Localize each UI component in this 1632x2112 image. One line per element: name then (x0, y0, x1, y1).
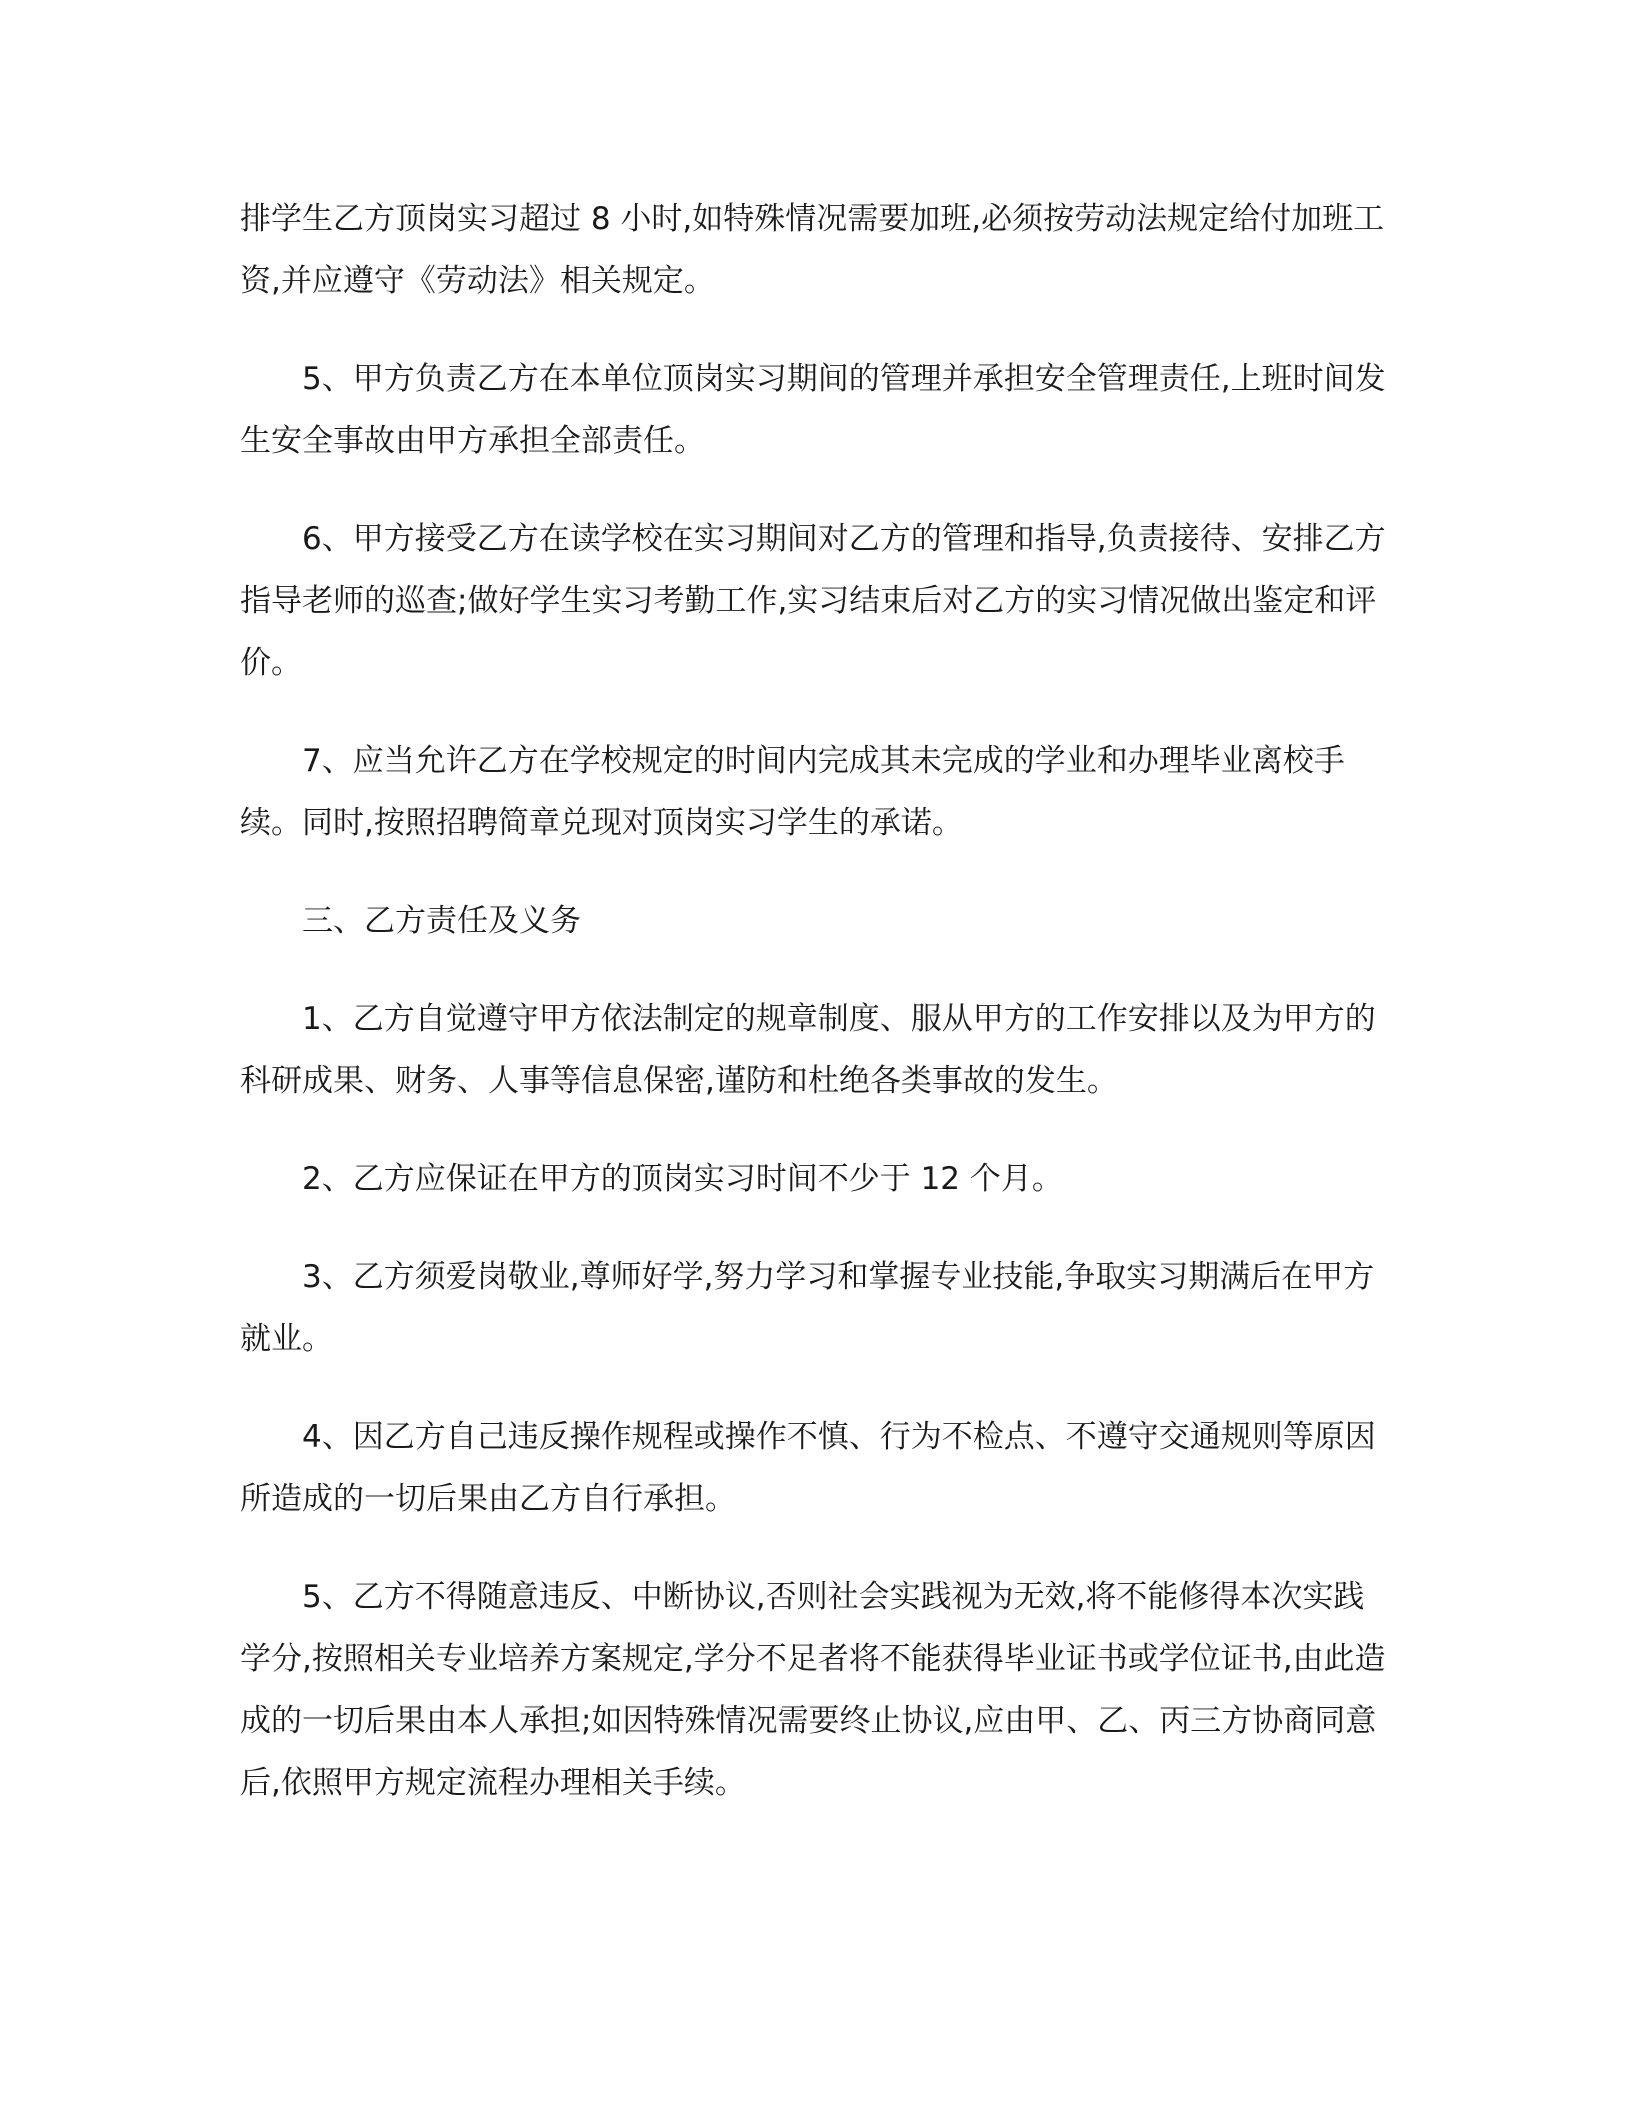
paragraph-clause-4-party-b: 4、因乙方自己违反操作规程或操作不慎、行为不检点、不遵守交通规则等原因所造成的一切后果由乙方自行承担。 (240, 1419, 1376, 1517)
document-body (240, 188, 1390, 1850)
paragraph-clause-5-party-b: 5、乙方不得随意违反、中断协议,否则社会实践视为无效,将不能修得本次实践学分,按照相关专业培养方案规定,学分不足者将不能获得毕业证书或学位证书,由此造成的一切后果由本人承担;如因特殊情况需要终止协议,应由甲、乙、丙三方协商同意后,依照甲方规定流程办理相关手续。 (240, 1579, 1386, 1801)
paragraph-clause-7-party-a: 7、应当允许乙方在学校规定的时间内完成其未完成的学业和办理毕业离校手续。同时,按照招聘简章兑现对顶岗实习学生的承诺。 (240, 743, 1345, 841)
paragraph-clause-1-party-b: 1、乙方自觉遵守甲方依法制定的规章制度、服从甲方的工作安排以及为甲方的科研成果、财务、人事等信息保密,谨防和杜绝各类事故的发生。 (240, 1001, 1376, 1099)
paragraph-clause-6-party-a: 6、甲方接受乙方在读学校在实习期间对乙方的管理和指导,负责接待、安排乙方指导老师的巡查;做好学生实习考勤工作,实习结束后对乙方的实习情况做出鉴定和评价。 (240, 521, 1386, 681)
paragraph-clause-2-party-b: 2、乙方应保证在甲方的顶岗实习时间不少于 12 个月。 (302, 1161, 1063, 1197)
paragraph-clause-5-party-a: 5、甲方负责乙方在本单位顶岗实习期间的管理并承担安全管理责任,上班时间发生安全事故由甲方承担全部责任。 (240, 361, 1386, 459)
section-heading-party-b: 三、乙方责任及义务 (302, 903, 581, 939)
paragraph-continued: 排学生乙方顶岗实习超过 8 小时,如特殊情况需要加班,必须按劳动法规定给付加班工资,并应遵守《劳动法》相关规定。 (240, 201, 1385, 299)
paragraph-clause-3-party-b: 3、乙方须爱岗敬业,尊师好学,努力学习和掌握专业技能,争取实习期满后在甲方就业。 (240, 1259, 1375, 1357)
